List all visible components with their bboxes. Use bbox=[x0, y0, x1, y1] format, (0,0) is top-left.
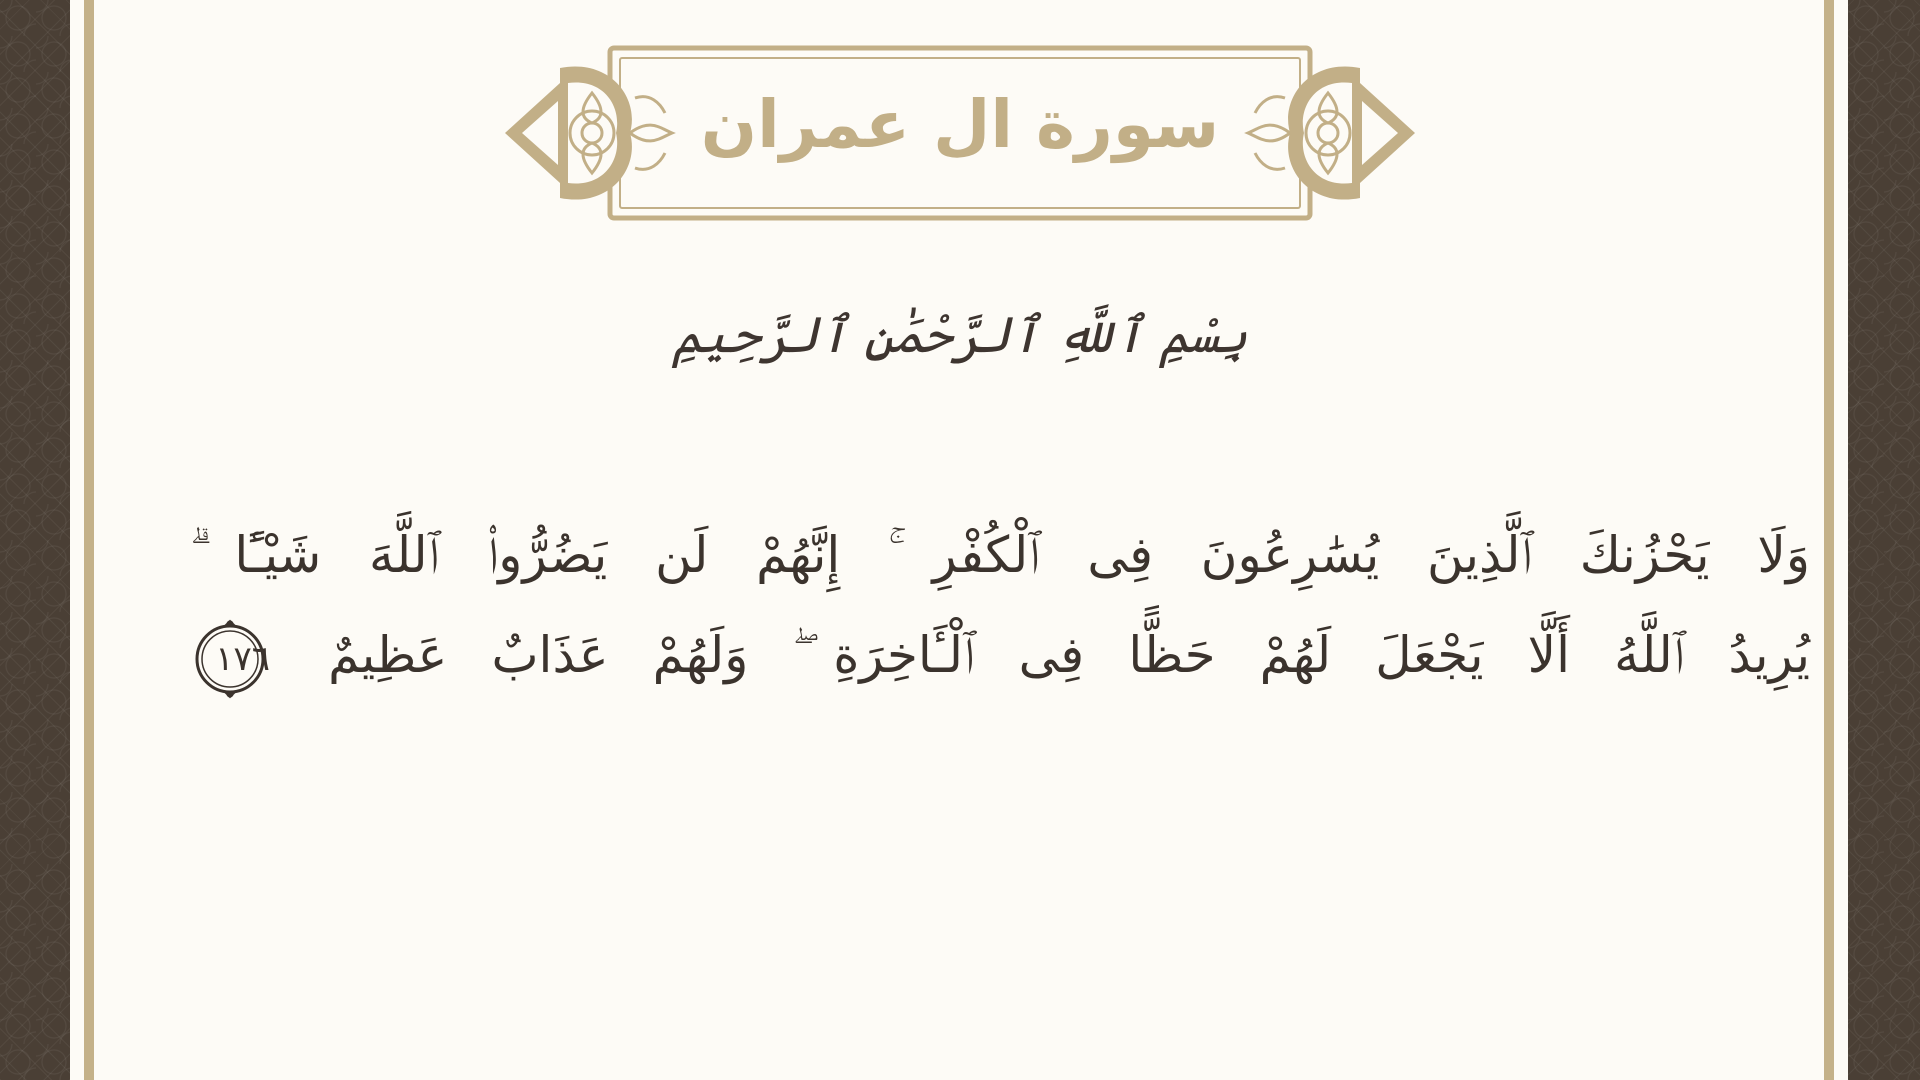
verse-line-2-text: يُرِيدُ ٱللَّهُ أَلَّا يَجْعَلَ لَهُمْ حَظًّا فِى ٱلْـَٔاخِرَةِ ۖ وَلَهُمْ عَذَابٌ عَظِيمٌ bbox=[328, 626, 1810, 684]
ayah-number: ١٧٦ bbox=[215, 638, 270, 679]
surah-name: سورة ال عمران bbox=[700, 86, 1220, 163]
verse-line-2 bbox=[190, 605, 1810, 705]
verse-line-1: وَلَا يَحْزُنكَ ٱلَّذِينَ يُسَٰرِعُونَ فِى ٱلْكُفْرِ ۚ إِنَّهُمْ لَن يَضُرُّوا۟ ٱللَّهَ شَيْـًٔا ۗ bbox=[190, 526, 1810, 584]
ayah-end-marker bbox=[190, 619, 270, 699]
surah-title-cartouche bbox=[500, 38, 1420, 228]
left-frame-line bbox=[84, 0, 94, 1080]
right-ornamental-border bbox=[1848, 0, 1920, 1080]
right-frame-line bbox=[1824, 0, 1834, 1080]
basmala: بِسْمِ ٱللَّهِ ٱلرَّحْمَٰنِ ٱلرَّحِيمِ bbox=[672, 306, 1248, 364]
verse-text bbox=[190, 505, 1810, 705]
left-ornamental-border bbox=[0, 0, 70, 1080]
